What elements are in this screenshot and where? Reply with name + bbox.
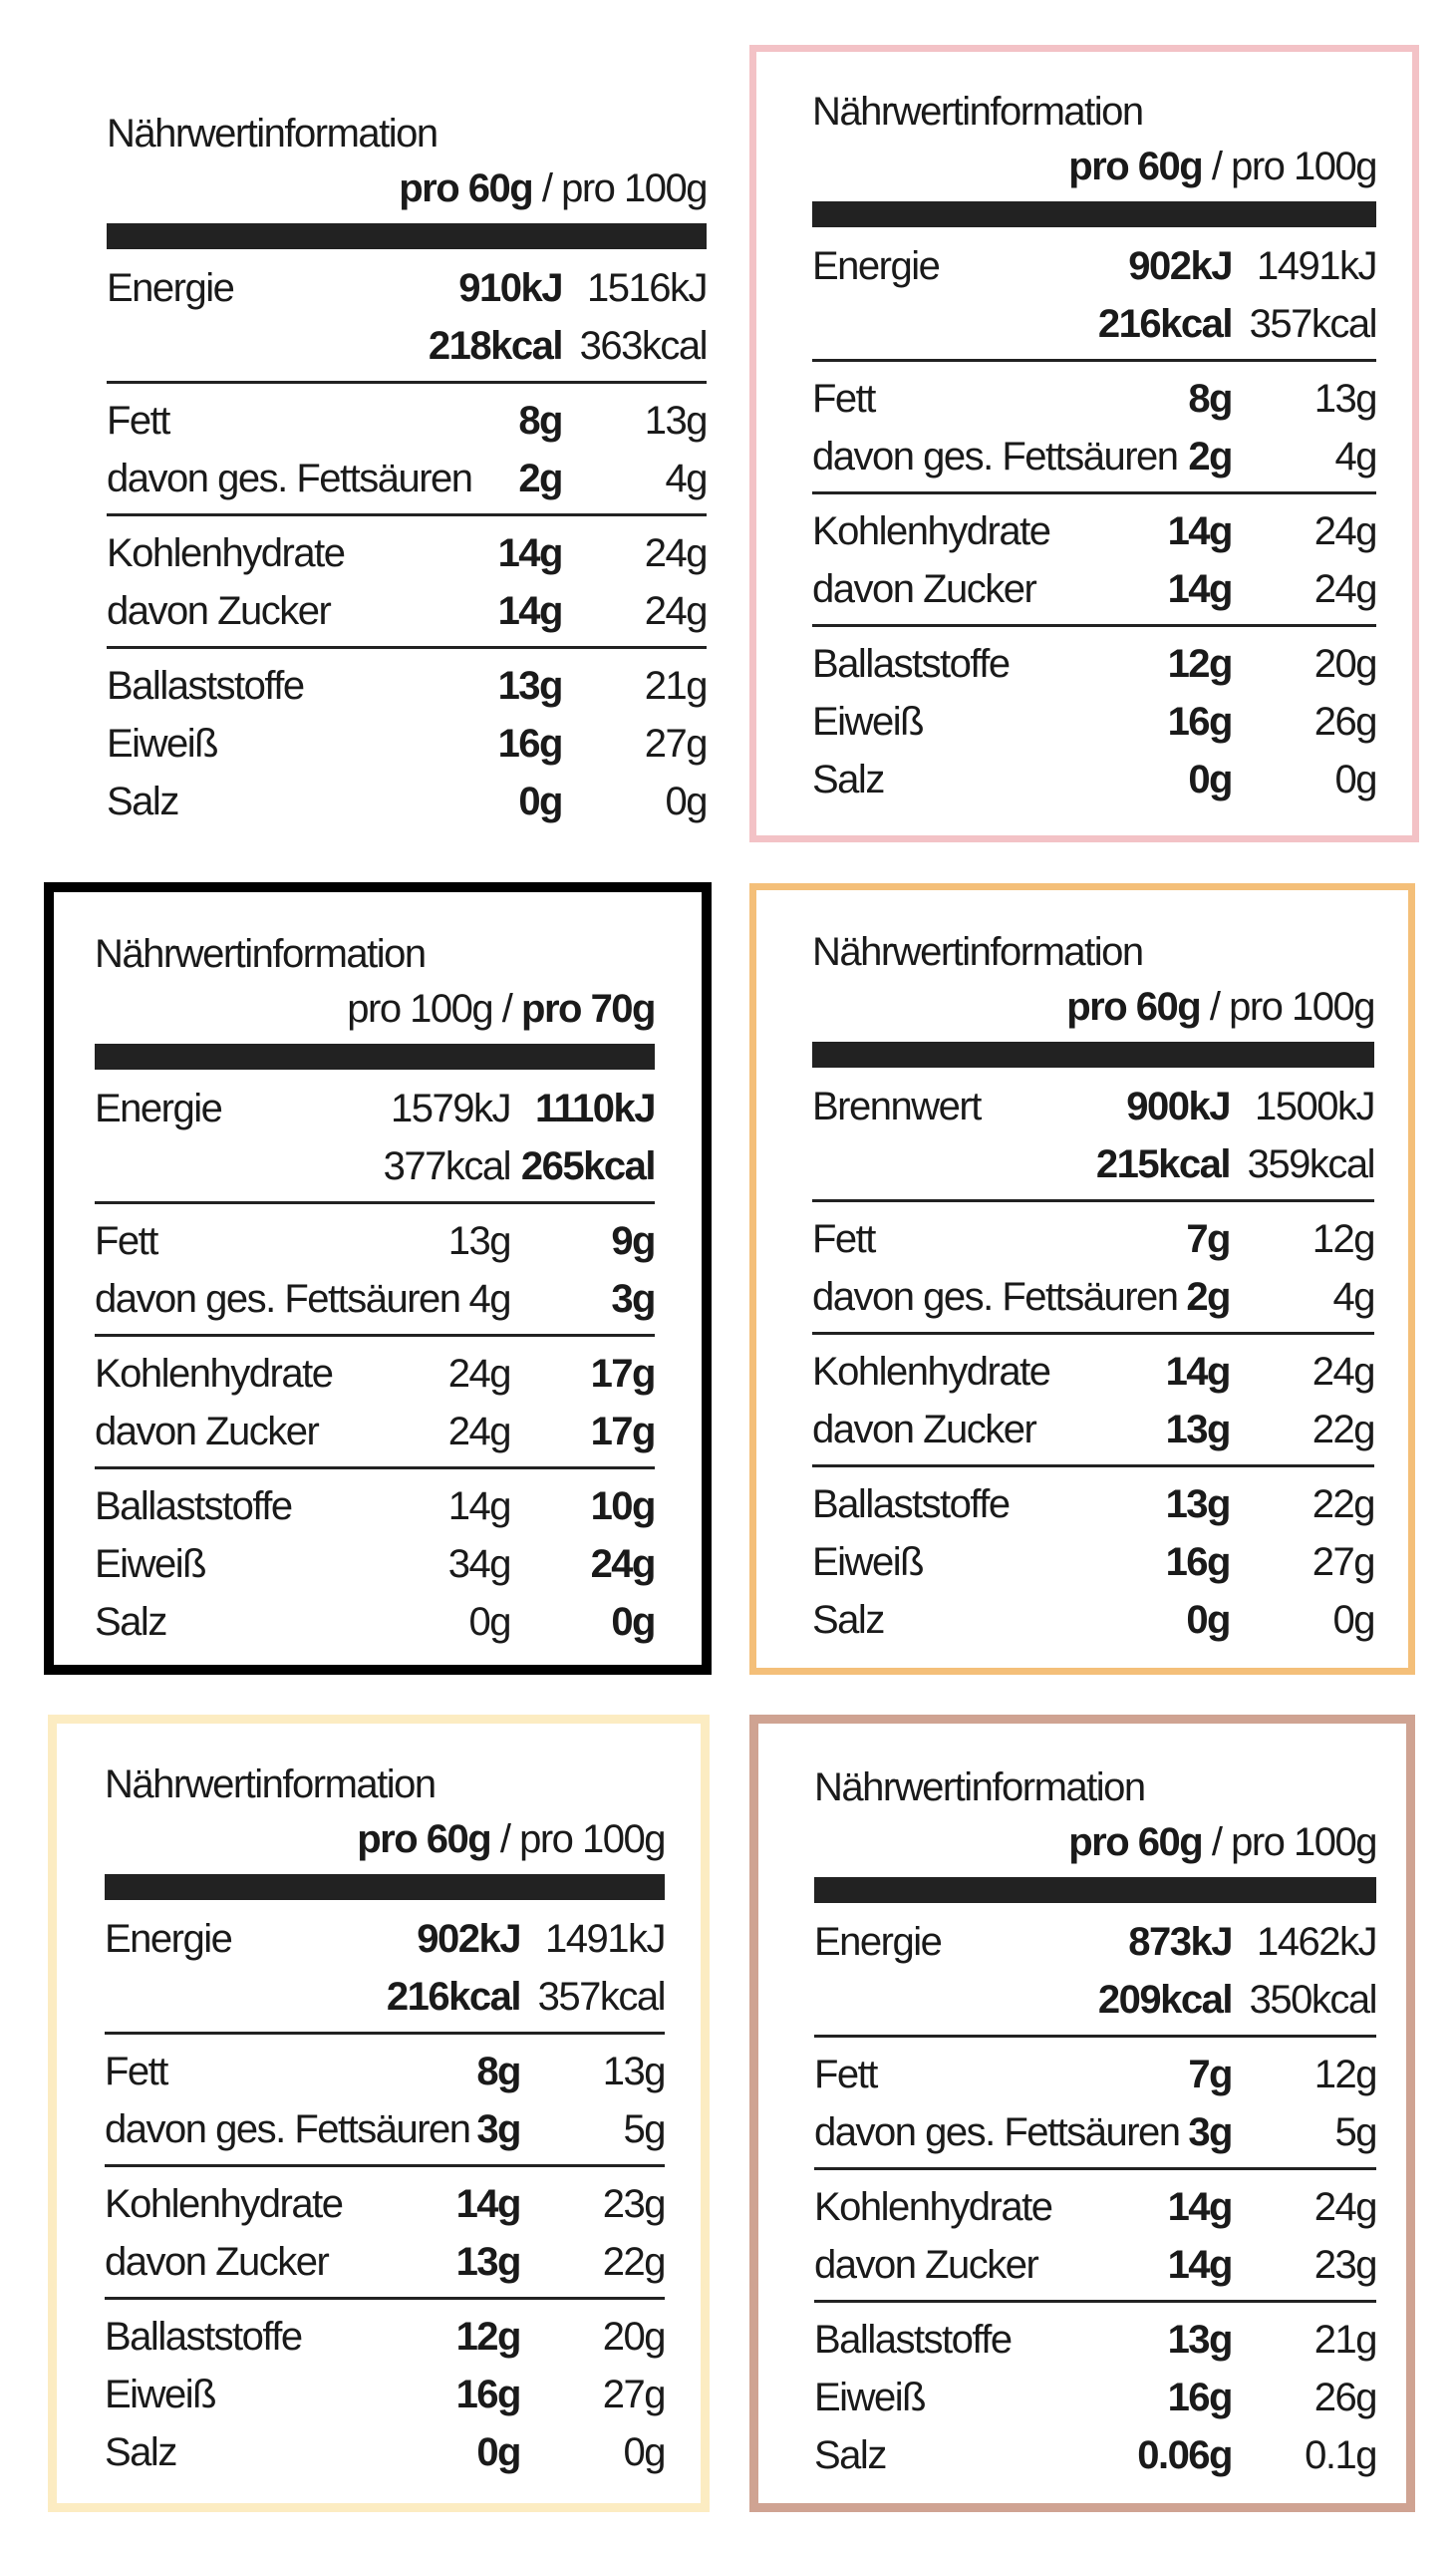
nutrient-name: Brennwert [812, 1085, 981, 1128]
nutrient-name: Fett [107, 399, 169, 443]
column-header-1: pro 100g [347, 987, 493, 1031]
header-bar [95, 1044, 655, 1070]
nutrient-value-col1: 16g [1165, 1540, 1230, 1584]
nutrient-value-col2: 26g [1313, 2376, 1376, 2419]
nutrient-value-col1: 218kcal [428, 324, 562, 368]
nutrient-name: davon Zucker [95, 1410, 319, 1453]
nutrient-value-col2: 357kcal [537, 1975, 665, 2019]
nutrient-value-col2: 21g [1313, 2318, 1376, 2362]
nutrient-value-col1: 8g [476, 2050, 520, 2093]
nutrient-value-col1: 16g [1167, 2376, 1232, 2419]
nutrient-row [107, 317, 707, 375]
nutrient-value-col1: 16g [455, 2373, 520, 2416]
nutrient-value-col1: 16g [1167, 700, 1232, 744]
nutrient-value-col1: 4g [468, 1277, 510, 1321]
nutrient-value-col1: 24g [447, 1352, 510, 1396]
nutrient-value-col1: 3g [476, 2107, 520, 2151]
nutrient-value-col1: 0g [518, 780, 562, 823]
nutrient-row [814, 2046, 1376, 2103]
nutrition-panel [749, 45, 1419, 842]
nutrient-row [107, 657, 707, 715]
column-header-separator: / [1200, 985, 1230, 1029]
label-title: Nährwertinformation [105, 1762, 436, 1806]
nutrient-row [812, 502, 1376, 560]
nutrient-value-col2: 26g [1313, 700, 1376, 744]
nutrient-row [107, 715, 707, 773]
nutrient-value-col1: 14g [1167, 509, 1232, 553]
nutrient-value-col2: 27g [1311, 1540, 1374, 1584]
nutrient-value-col1: 24g [447, 1410, 510, 1453]
nutrient-value-col1: 900kJ [1126, 1085, 1230, 1128]
nutrient-name: Fett [105, 2050, 167, 2093]
nutrient-value-col2: 363kcal [579, 324, 707, 368]
nutrient-value-col2: 5g [623, 2107, 665, 2151]
nutrient-value-col1: 14g [1165, 1350, 1230, 1394]
nutrient-name: davon ges. Fettsäuren [95, 1277, 460, 1321]
nutrient-value-col1: 12g [455, 2315, 520, 2359]
column-header-1: pro 60g [1068, 1820, 1203, 1864]
nutrient-value-col2: 20g [602, 2315, 665, 2359]
nutrient-value-col1: 0g [468, 1600, 510, 1644]
nutrient-row [812, 1135, 1374, 1193]
column-header [1066, 983, 1374, 1031]
nutrient-name: Salz [105, 2430, 176, 2474]
nutrient-name: Salz [812, 758, 884, 801]
nutrient-value-col1: 14g [447, 1484, 510, 1528]
column-header [357, 1815, 665, 1863]
section-divider [812, 624, 1376, 627]
nutrient-row [95, 1535, 655, 1593]
column-header-1: pro 60g [1068, 145, 1203, 188]
nutrient-value-col1: 0g [476, 2430, 520, 2474]
nutrient-value-col1: 216kcal [1097, 302, 1232, 346]
nutrient-row [812, 295, 1376, 353]
nutrient-row [814, 2311, 1376, 2369]
section-divider [105, 2032, 665, 2035]
nutrient-name: Fett [812, 377, 875, 421]
nutrient-name: Kohlenhydrate [812, 509, 1050, 553]
nutrient-value-col2: 359kcal [1247, 1142, 1374, 1186]
column-header-1: pro 60g [1066, 985, 1201, 1029]
nutrient-value-col1: 2g [1188, 435, 1232, 478]
nutrient-row [107, 524, 707, 582]
section-divider [95, 1201, 655, 1204]
nutrient-value-col2: 0g [623, 2430, 665, 2474]
nutrient-value-col2: 24g [1313, 567, 1376, 611]
nutrient-name: Eiweiß [814, 2376, 926, 2419]
nutrient-name: Fett [814, 2053, 877, 2096]
nutrient-value-col2: 9g [611, 1219, 655, 1263]
nutrient-row [95, 1403, 655, 1460]
header-bar [812, 1042, 1374, 1068]
nutrient-row [812, 428, 1376, 485]
nutrient-row [95, 1270, 655, 1328]
nutrient-name: Ballaststoffe [812, 642, 1010, 686]
nutrient-value-col1: 14g [455, 2182, 520, 2226]
section-divider [812, 1464, 1374, 1467]
nutrient-name: davon Zucker [107, 589, 331, 633]
nutrient-name: Salz [814, 2433, 886, 2477]
nutrient-name: Ballaststoffe [105, 2315, 302, 2359]
nutrient-value-col2: 20g [1313, 642, 1376, 686]
nutrient-value-col1: 14g [497, 589, 562, 633]
nutrient-row [95, 1477, 655, 1535]
nutrient-value-col1: 13g [1165, 1408, 1230, 1451]
nutrient-row [812, 1078, 1374, 1135]
nutrient-row [814, 1913, 1376, 1971]
section-divider [95, 1466, 655, 1469]
nutrient-value-col2: 27g [644, 722, 707, 766]
nutrient-value-col1: 14g [1167, 2185, 1232, 2229]
nutrient-value-col1: 13g [447, 1219, 510, 1263]
column-header-1: pro 60g [399, 166, 533, 210]
nutrient-value-col1: 216kcal [386, 1975, 520, 2019]
nutrient-value-col2: 4g [1332, 1275, 1374, 1319]
nutrient-value-col1: 12g [1167, 642, 1232, 686]
nutrient-name: Energie [812, 244, 940, 288]
nutrient-value-col2: 0.1g [1305, 2433, 1376, 2477]
nutrient-value-col1: 0g [1186, 1598, 1230, 1642]
nutrition-panel [44, 882, 712, 1675]
section-divider [105, 2297, 665, 2300]
nutrition-label [812, 928, 1374, 1656]
nutrient-name: Energie [814, 1920, 942, 1964]
nutrient-value-col2: 24g [1313, 509, 1376, 553]
nutrient-row [95, 1137, 655, 1195]
nutrient-row [812, 1401, 1374, 1458]
nutrient-row [95, 1345, 655, 1403]
column-header-2: pro 100g [1229, 985, 1374, 1029]
label-title: Nährwertinformation [812, 90, 1143, 134]
nutrient-value-col1: 902kJ [1128, 244, 1232, 288]
nutrient-name: Ballaststoffe [812, 1482, 1010, 1526]
nutrient-value-col2: 24g [644, 589, 707, 633]
nutrient-value-col2: 21g [644, 664, 707, 708]
label-title: Nährwertinformation [812, 930, 1143, 974]
nutrition-label [812, 88, 1376, 815]
nutrient-row [107, 392, 707, 450]
nutrition-label [105, 1760, 665, 2488]
section-divider [105, 2164, 665, 2167]
nutrient-value-col1: 2g [518, 457, 562, 500]
nutrient-row [814, 2178, 1376, 2236]
nutrition-panel [749, 883, 1415, 1675]
nutrient-value-col2: 24g [1313, 2185, 1376, 2229]
nutrient-value-col2: 13g [602, 2050, 665, 2093]
nutrient-value-col2: 27g [602, 2373, 665, 2416]
nutrient-value-col1: 14g [1167, 2243, 1232, 2287]
section-divider [812, 491, 1376, 494]
nutrient-name: Eiweiß [812, 700, 924, 744]
nutrient-value-col2: 3g [611, 1277, 655, 1321]
nutrient-value-col2: 1110kJ [534, 1087, 655, 1130]
nutrient-value-col2: 4g [1334, 435, 1376, 478]
nutrient-row [812, 635, 1376, 693]
nutrient-value-col1: 377kcal [383, 1144, 510, 1188]
nutrient-value-col2: 24g [1311, 1350, 1374, 1394]
nutrient-name: Energie [95, 1087, 222, 1130]
nutrient-value-col1: 209kcal [1097, 1978, 1232, 2022]
column-header-2: pro 100g [1231, 1820, 1376, 1864]
nutrient-name: Ballaststoffe [814, 2318, 1012, 2362]
column-header-2: pro 70g [521, 987, 655, 1031]
nutrient-name: davon ges. Fettsäuren [812, 435, 1178, 478]
nutrient-value-col1: 13g [497, 664, 562, 708]
column-header-separator: / [1202, 1820, 1232, 1864]
column-header [399, 164, 707, 212]
nutrient-value-col1: 7g [1188, 2053, 1232, 2096]
nutrient-row [105, 2100, 665, 2158]
nutrient-name: Fett [812, 1217, 875, 1261]
nutrient-row [105, 2423, 665, 2481]
nutrient-name: davon Zucker [812, 1408, 1036, 1451]
nutrient-row [814, 2236, 1376, 2294]
nutrient-name: Kohlenhydrate [812, 1350, 1050, 1394]
nutrition-label [95, 930, 655, 1658]
header-bar [105, 1874, 665, 1900]
nutrient-value-col2: 0g [1332, 1598, 1374, 1642]
nutrient-name: Kohlenhydrate [105, 2182, 343, 2226]
nutrient-value-col2: 13g [644, 399, 707, 443]
nutrient-row [95, 1212, 655, 1270]
nutrient-value-col1: 0g [1188, 758, 1232, 801]
nutrient-value-col2: 23g [1313, 2243, 1376, 2287]
nutrient-value-col2: 10g [590, 1484, 655, 1528]
nutrient-name: davon ges. Fettsäuren [107, 457, 472, 500]
nutrient-value-col1: 873kJ [1128, 1920, 1232, 1964]
nutrient-row [812, 560, 1376, 618]
label-title: Nährwertinformation [814, 1765, 1145, 1809]
nutrition-panel [749, 1715, 1415, 2512]
nutrient-value-col1: 16g [497, 722, 562, 766]
nutrient-value-col1: 14g [1167, 567, 1232, 611]
nutrient-value-col2: 265kcal [520, 1144, 655, 1188]
nutrient-row [105, 2308, 665, 2366]
nutrient-value-col1: 14g [497, 531, 562, 575]
nutrient-value-col1: 8g [518, 399, 562, 443]
nutrition-label [814, 1763, 1376, 2491]
header-bar [812, 201, 1376, 227]
nutrient-row [812, 1210, 1374, 1268]
nutrient-row [812, 1533, 1374, 1591]
nutrient-row [105, 1910, 665, 1968]
nutrient-value-col2: 1462kJ [1257, 1920, 1376, 1964]
nutrient-value-col1: 215kcal [1095, 1142, 1230, 1186]
nutrient-name: davon Zucker [812, 567, 1036, 611]
nutrient-name: davon ges. Fettsäuren [814, 2110, 1180, 2154]
nutrient-value-col2: 17g [590, 1410, 655, 1453]
nutrient-value-col2: 0g [665, 780, 707, 823]
nutrient-value-col1: 3g [1188, 2110, 1232, 2154]
column-header-2: pro 100g [1231, 145, 1376, 188]
section-divider [812, 1332, 1374, 1335]
nutrient-row [105, 2366, 665, 2423]
nutrient-value-col2: 1516kJ [587, 266, 707, 310]
nutrient-value-col2: 23g [602, 2182, 665, 2226]
nutrient-value-col2: 1500kJ [1255, 1085, 1374, 1128]
nutrient-name: davon Zucker [814, 2243, 1038, 2287]
nutrient-name: Energie [105, 1917, 232, 1961]
nutrient-name: Eiweiß [107, 722, 218, 766]
nutrient-value-col2: 0g [1334, 758, 1376, 801]
nutrient-value-col2: 22g [1311, 1408, 1374, 1451]
nutrient-value-col1: 13g [1165, 1482, 1230, 1526]
nutrient-value-col2: 13g [1313, 377, 1376, 421]
nutrient-name: davon ges. Fettsäuren [105, 2107, 470, 2151]
nutrient-value-col2: 1491kJ [545, 1917, 665, 1961]
nutrient-row [812, 1343, 1374, 1401]
nutrient-name: Kohlenhydrate [107, 531, 345, 575]
column-header-2: pro 100g [561, 166, 707, 210]
nutrient-name: Kohlenhydrate [814, 2185, 1052, 2229]
nutrient-value-col2: 22g [1311, 1482, 1374, 1526]
nutrient-name: Fett [95, 1219, 157, 1263]
nutrient-row [107, 582, 707, 640]
column-header-separator: / [492, 987, 522, 1031]
nutrient-row [814, 2369, 1376, 2426]
column-header [1068, 1818, 1376, 1866]
nutrient-name: Energie [107, 266, 234, 310]
nutrient-row [812, 1475, 1374, 1533]
nutrient-value-col1: 8g [1188, 377, 1232, 421]
nutrient-value-col2: 1491kJ [1257, 244, 1376, 288]
nutrient-name: davon Zucker [105, 2240, 329, 2284]
section-divider [812, 1199, 1374, 1202]
nutrient-value-col2: 17g [590, 1352, 655, 1396]
nutrient-name: Ballaststoffe [95, 1484, 292, 1528]
nutrient-value-col2: 24g [644, 531, 707, 575]
nutrient-name: Eiweiß [95, 1542, 206, 1586]
nutrient-row [95, 1593, 655, 1651]
nutrient-value-col1: 0.06g [1137, 2433, 1232, 2477]
nutrient-value-col1: 7g [1186, 1217, 1230, 1261]
column-header-separator: / [532, 166, 562, 210]
nutrient-value-col2: 22g [602, 2240, 665, 2284]
nutrient-value-col2: 4g [665, 457, 707, 500]
header-bar [814, 1877, 1376, 1903]
nutrient-row [812, 370, 1376, 428]
column-header-separator: / [490, 1817, 520, 1861]
nutrient-name: davon ges. Fettsäuren [812, 1275, 1178, 1319]
header-bar [107, 223, 707, 249]
nutrient-value-col2: 357kcal [1249, 302, 1376, 346]
nutrient-row [812, 1591, 1374, 1649]
column-header [347, 985, 655, 1033]
label-title: Nährwertinformation [107, 112, 437, 156]
nutrient-name: Salz [812, 1598, 884, 1642]
nutrient-value-col2: 12g [1311, 1217, 1374, 1261]
nutrient-name: Salz [95, 1600, 166, 1644]
nutrient-value-col1: 1579kJ [391, 1087, 510, 1130]
nutrient-value-col2: 0g [611, 1600, 655, 1644]
nutrient-row [107, 773, 707, 830]
nutrient-row [812, 751, 1376, 808]
section-divider [814, 2167, 1376, 2170]
nutrient-row [105, 2175, 665, 2233]
nutrient-value-col2: 350kcal [1249, 1978, 1376, 2022]
nutrient-name: Ballaststoffe [107, 664, 304, 708]
section-divider [107, 646, 707, 649]
nutrition-panel [36, 36, 720, 843]
section-divider [812, 359, 1376, 362]
label-title: Nährwertinformation [95, 932, 426, 976]
nutrition-label [107, 110, 707, 837]
nutrient-name: Salz [107, 780, 178, 823]
nutrient-value-col1: 13g [1167, 2318, 1232, 2362]
nutrient-row [812, 1268, 1374, 1326]
nutrient-value-col1: 13g [455, 2240, 520, 2284]
nutrient-value-col2: 5g [1334, 2110, 1376, 2154]
section-divider [95, 1334, 655, 1337]
nutrient-row [812, 237, 1376, 295]
nutrient-row [105, 2043, 665, 2100]
nutrient-name: Eiweiß [105, 2373, 216, 2416]
nutrient-value-col2: 12g [1313, 2053, 1376, 2096]
nutrient-name: Kohlenhydrate [95, 1352, 333, 1396]
column-header [1068, 143, 1376, 190]
nutrient-value-col1: 2g [1186, 1275, 1230, 1319]
column-header-2: pro 100g [519, 1817, 665, 1861]
nutrient-value-col1: 910kJ [458, 266, 562, 310]
section-divider [814, 2300, 1376, 2303]
nutrient-row [105, 2233, 665, 2291]
nutrient-row [107, 450, 707, 507]
nutrition-panel [48, 1715, 710, 2512]
section-divider [814, 2035, 1376, 2038]
column-header-separator: / [1202, 145, 1232, 188]
section-divider [107, 513, 707, 516]
nutrient-row [107, 259, 707, 317]
nutrient-row [105, 1968, 665, 2026]
nutrient-value-col1: 902kJ [417, 1917, 520, 1961]
column-header-1: pro 60g [357, 1817, 491, 1861]
nutrient-row [812, 693, 1376, 751]
nutrient-row [814, 2426, 1376, 2484]
nutrient-row [814, 2103, 1376, 2161]
nutrient-row [95, 1080, 655, 1137]
nutrient-value-col2: 24g [590, 1542, 655, 1586]
nutrient-row [814, 1971, 1376, 2029]
nutrient-value-col1: 34g [447, 1542, 510, 1586]
nutrient-name: Eiweiß [812, 1540, 924, 1584]
section-divider [107, 381, 707, 384]
